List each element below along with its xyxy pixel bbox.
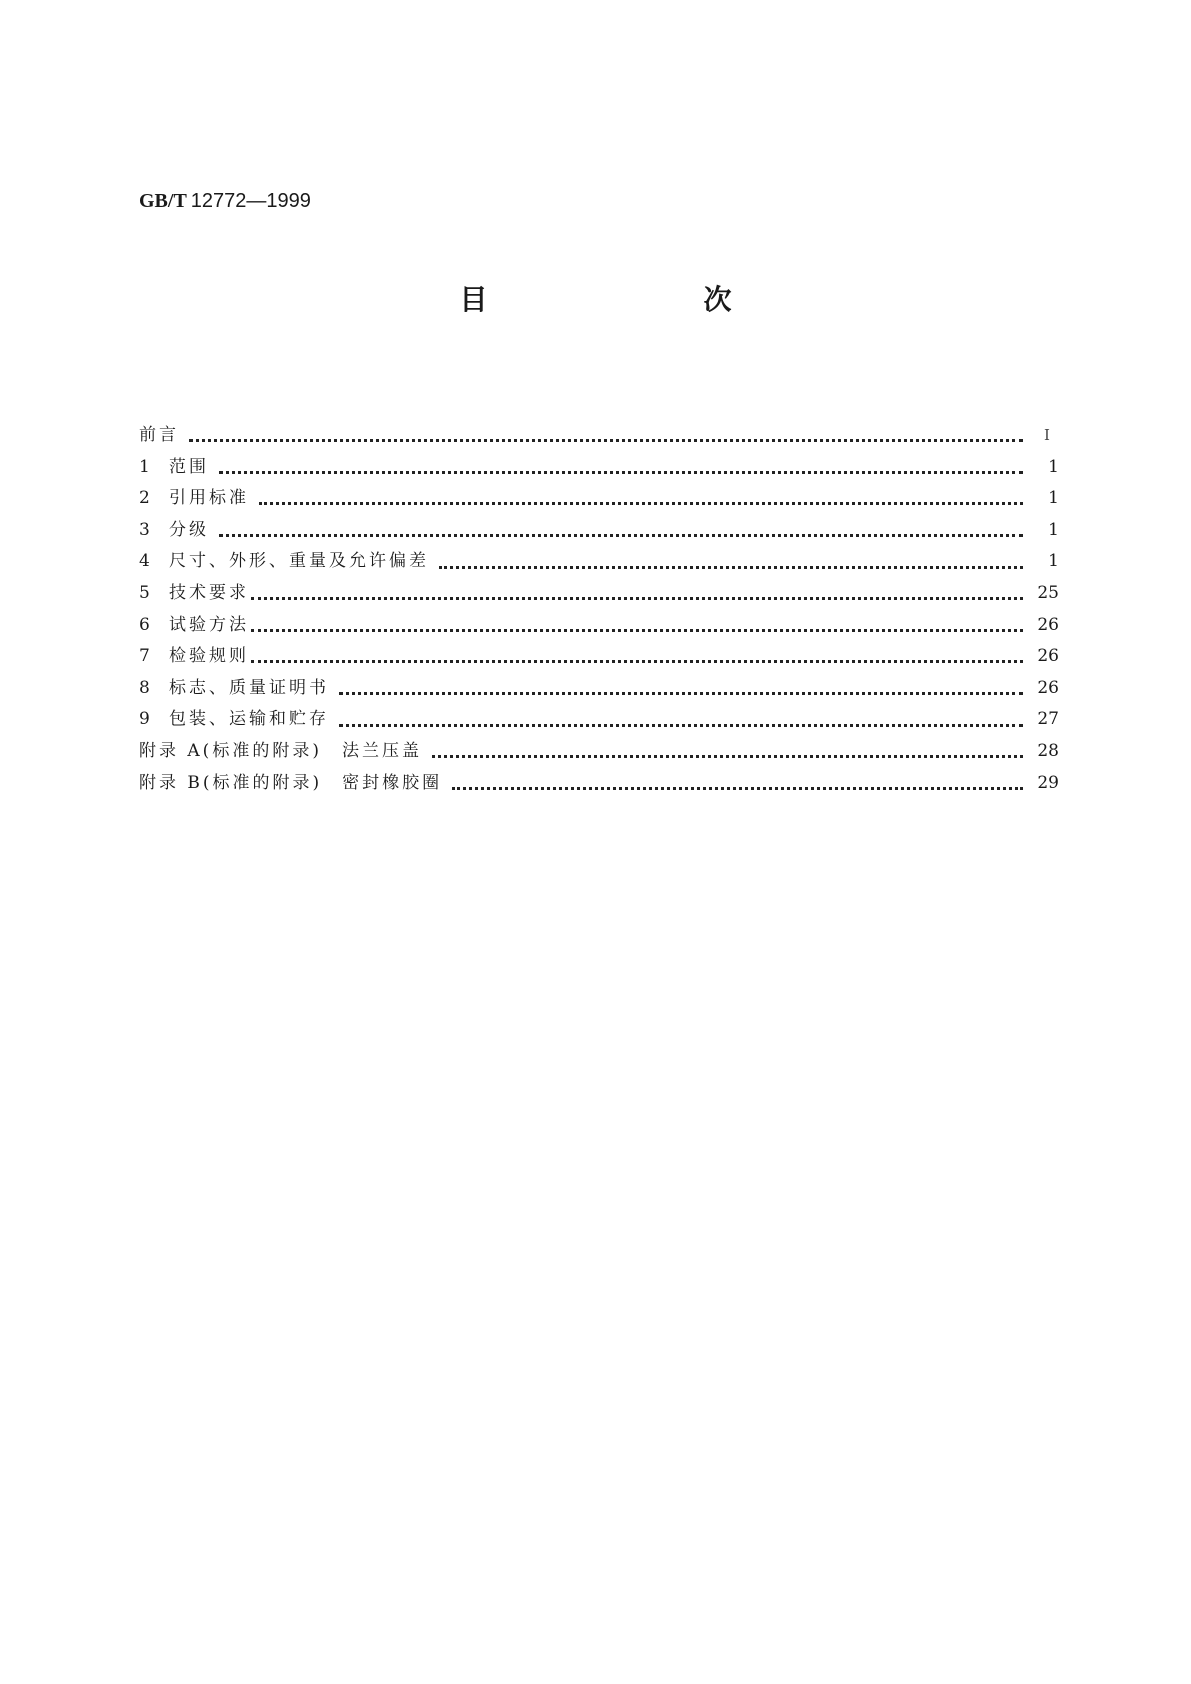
toc-entry-appendix-a[interactable]	[139, 736, 1059, 768]
toc-entry-number: 4	[139, 551, 150, 572]
toc-entry-label: 技术要求	[169, 582, 249, 603]
toc-dot-leader	[439, 564, 1023, 569]
toc-entry-page: 1	[1048, 456, 1059, 477]
toc-dot-leader	[189, 437, 1023, 442]
toc-entry-4[interactable]	[139, 546, 1059, 578]
toc-entry-number: 9	[139, 709, 150, 730]
toc-entry-number: 6	[139, 614, 150, 635]
toc-dot-leader	[219, 532, 1023, 537]
toc-entry-number: 7	[139, 646, 150, 667]
toc-dot-leader	[259, 500, 1023, 505]
toc-entry-2[interactable]	[139, 483, 1059, 515]
standard-number	[139, 186, 311, 215]
toc-dot-leader	[251, 658, 1023, 663]
toc-entry-appendix-b[interactable]	[139, 768, 1059, 800]
toc-title: 目 次	[459, 283, 826, 316]
toc-entry-label: 附录 A(标准的附录) 法兰压盖	[139, 740, 422, 761]
toc-entry-number: 8	[139, 677, 150, 698]
toc-dot-leader	[251, 595, 1023, 600]
toc-dot-leader	[432, 753, 1023, 758]
toc-entry-number: 1	[139, 456, 150, 477]
toc-entry-label: 包装、运输和贮存	[169, 709, 329, 730]
toc-entry-page: 28	[1037, 740, 1059, 761]
toc-entry-number: 2	[139, 488, 150, 509]
toc-entry-number: 5	[139, 582, 150, 603]
toc-entry-label: 尺寸、外形、重量及允许偏差	[169, 551, 429, 572]
toc-entry-label: 引用标准	[169, 488, 249, 509]
toc-entry-8[interactable]	[139, 673, 1059, 705]
toc-entry-page: 27	[1037, 709, 1059, 730]
toc-entry-page: 26	[1037, 614, 1059, 635]
toc-dot-leader	[251, 627, 1023, 632]
toc-entry-5[interactable]	[139, 578, 1059, 610]
toc-entry-label: 附录 B(标准的附录) 密封橡胶圈	[139, 772, 443, 793]
toc-entry-page: 26	[1037, 677, 1059, 698]
toc-entry-page: 1	[1048, 551, 1059, 572]
toc-entry-page: 1	[1048, 488, 1059, 509]
toc-dot-leader	[339, 690, 1023, 695]
standard-year-number: 12772—1999	[190, 190, 311, 212]
toc-entry-label: 范围	[169, 456, 209, 477]
toc-entry-page: I	[1044, 426, 1050, 444]
toc-dot-leader	[339, 722, 1023, 727]
toc-dot-leader	[219, 469, 1023, 474]
toc-entry-label: 试验方法	[169, 614, 249, 635]
toc-dot-leader	[452, 785, 1023, 790]
toc-entry-page: 1	[1048, 519, 1059, 540]
toc-entry-3[interactable]	[139, 515, 1059, 547]
toc-entry-label: 检验规则	[169, 646, 249, 667]
toc-entry-9[interactable]	[139, 704, 1059, 736]
toc-entry-page: 29	[1037, 772, 1059, 793]
toc-entry-label: 前言	[139, 425, 179, 445]
toc-entry-label: 分级	[169, 519, 209, 540]
standard-code: GB/T	[139, 190, 187, 212]
toc-entry-number: 3	[139, 519, 150, 540]
table-of-contents	[139, 420, 1059, 799]
toc-entry-6[interactable]	[139, 610, 1059, 642]
toc-entry-page: 25	[1037, 582, 1059, 603]
toc-entry-7[interactable]	[139, 641, 1059, 673]
toc-entry-1[interactable]	[139, 452, 1059, 484]
toc-entry-foreword[interactable]	[139, 420, 1059, 452]
toc-entry-page: 26	[1037, 646, 1059, 667]
toc-entry-label: 标志、质量证明书	[169, 677, 329, 698]
